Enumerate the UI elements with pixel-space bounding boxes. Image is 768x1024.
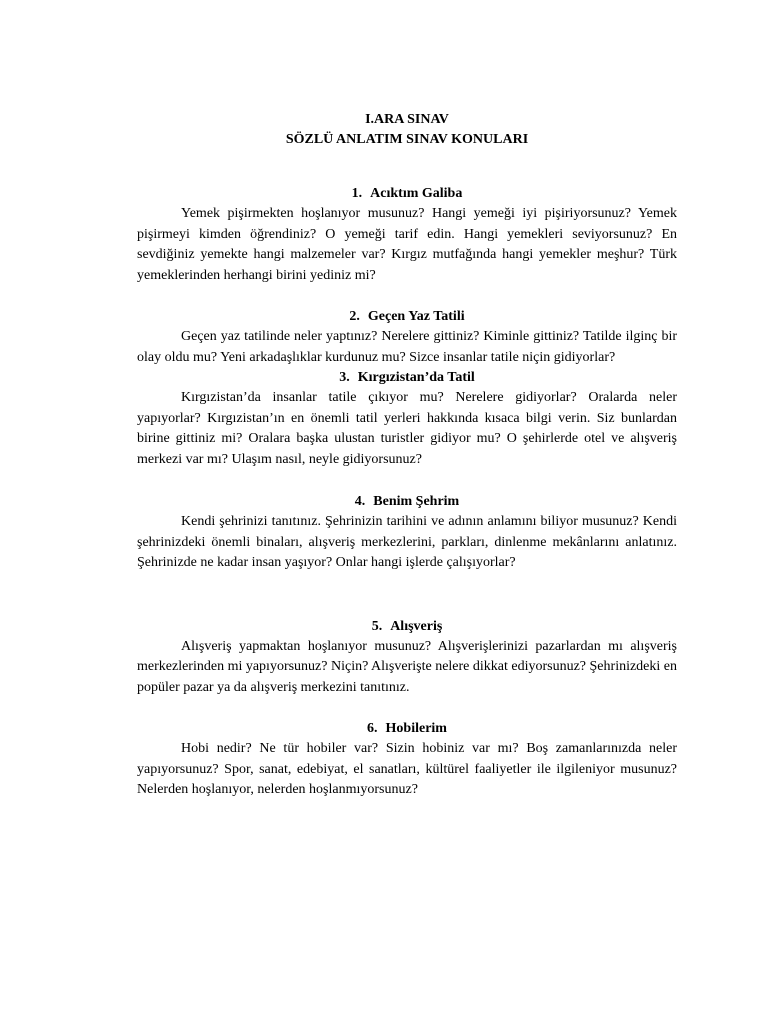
document-page bbox=[137, 110, 677, 801]
section-heading bbox=[137, 617, 677, 637]
section-body: Geçen yaz tatilinde neler yaptınız? Nerelere gittiniz? Kiminle gittiniz? Tatilde ilginç bir olay oldu mu? Yeni arkadaşlıklar kurdunuz mu? Sizce insanlar tatile niçin gidiyorlar? bbox=[137, 329, 677, 365]
section-number: 5. bbox=[371, 618, 383, 634]
section-title: Geçen Yaz Tatili bbox=[367, 309, 465, 324]
section-title: Kırgızistan’da Tatil bbox=[357, 370, 475, 385]
document-subtitle: SÖZLÜ ANLATIM SINAV KONULARI bbox=[285, 132, 529, 147]
document-title-block bbox=[137, 110, 677, 150]
section-heading bbox=[137, 492, 677, 512]
section-5 bbox=[137, 617, 677, 699]
section-body: Kırgızistan’da insanlar tatile çıkıyor mu? Nerelere gidiyorlar? Oralarda neler yapıyorlar? Kırgızistan’ın en önemli tatil yerleri hakkında kısaca bilgi verin. Siz bunlardan birine gittiniz mi? Oralara başka ulustan turistler gidiyor mu? O şehirlerde otel ve alışveriş merkezi var mı? Ulaşım nasıl, neyle gidiyorsunuz? bbox=[137, 390, 677, 467]
section-heading bbox=[137, 368, 677, 388]
section-number: 4. bbox=[354, 494, 366, 509]
section-3 bbox=[137, 368, 677, 470]
section-heading bbox=[137, 719, 677, 739]
section-2 bbox=[137, 307, 677, 368]
section-number: 6. bbox=[367, 721, 378, 736]
section-title: Benim Şehrim bbox=[373, 494, 460, 509]
section-body: Hobi nedir? Ne tür hobiler var? Sizin hobiniz var mı? Boş zamanlarınızda neler yapıyorsunuz? Spor, sanat, edebiyat, el sanatları, kültürel faaliyetler ile ilgileniyor musunuz? Nelerden hoşlanıyor, nelerden hoşlanmıyorsunuz? bbox=[137, 741, 677, 797]
section-heading bbox=[137, 184, 677, 204]
document-title: I.ARA SINAV bbox=[365, 112, 449, 127]
section-body: Alışveriş yapmaktan hoşlanıyor musunuz? Alışverişlerinizi pazarlardan mı alışveriş merkezlerinden mi yapıyorsunuz? Niçin? Alışverişte nelere dikkat ediyorsunuz? Şehrinizdeki en popüler pazar ya da alışveriş merkezini tanıtınız. bbox=[137, 638, 677, 695]
section-title: Hobilerim bbox=[385, 721, 447, 736]
section-title: Acıktım Galiba bbox=[370, 186, 463, 201]
section-title: Alışveriş bbox=[390, 618, 443, 634]
section-heading bbox=[137, 307, 677, 327]
section-1 bbox=[137, 184, 677, 286]
section-number: 2. bbox=[349, 309, 360, 324]
section-number: 3. bbox=[339, 370, 350, 385]
section-4 bbox=[137, 492, 677, 574]
section-body: Yemek pişirmekten hoşlanıyor musunuz? Hangi yemeği iyi pişiriyorsunuz? Yemek pişirmeyi kimden öğrendiniz? O yemeği tarif edin. Hangi yemekleri seviyorsunuz? En sevdiğiniz yemekte hangi malzemeler var? Kırgız mutfağında hangi yemekler meşhur? Türk yemeklerinden herhangi birini yediniz mi? bbox=[137, 206, 677, 283]
section-6 bbox=[137, 719, 677, 801]
section-number: 1. bbox=[351, 186, 363, 201]
section-body: Kendi şehrinizi tanıtınız. Şehrinizin tarihini ve adının anlamını biliyor musunuz? Kendi şehrinizdeki önemli binaları, alışveriş merkezlerini, parkları, dinlenme mekânlarını anlatınız. Şehrinizde ne kadar insan yaşıyor? Onlar hangi işlerde çalışıyorlar? bbox=[137, 514, 677, 570]
